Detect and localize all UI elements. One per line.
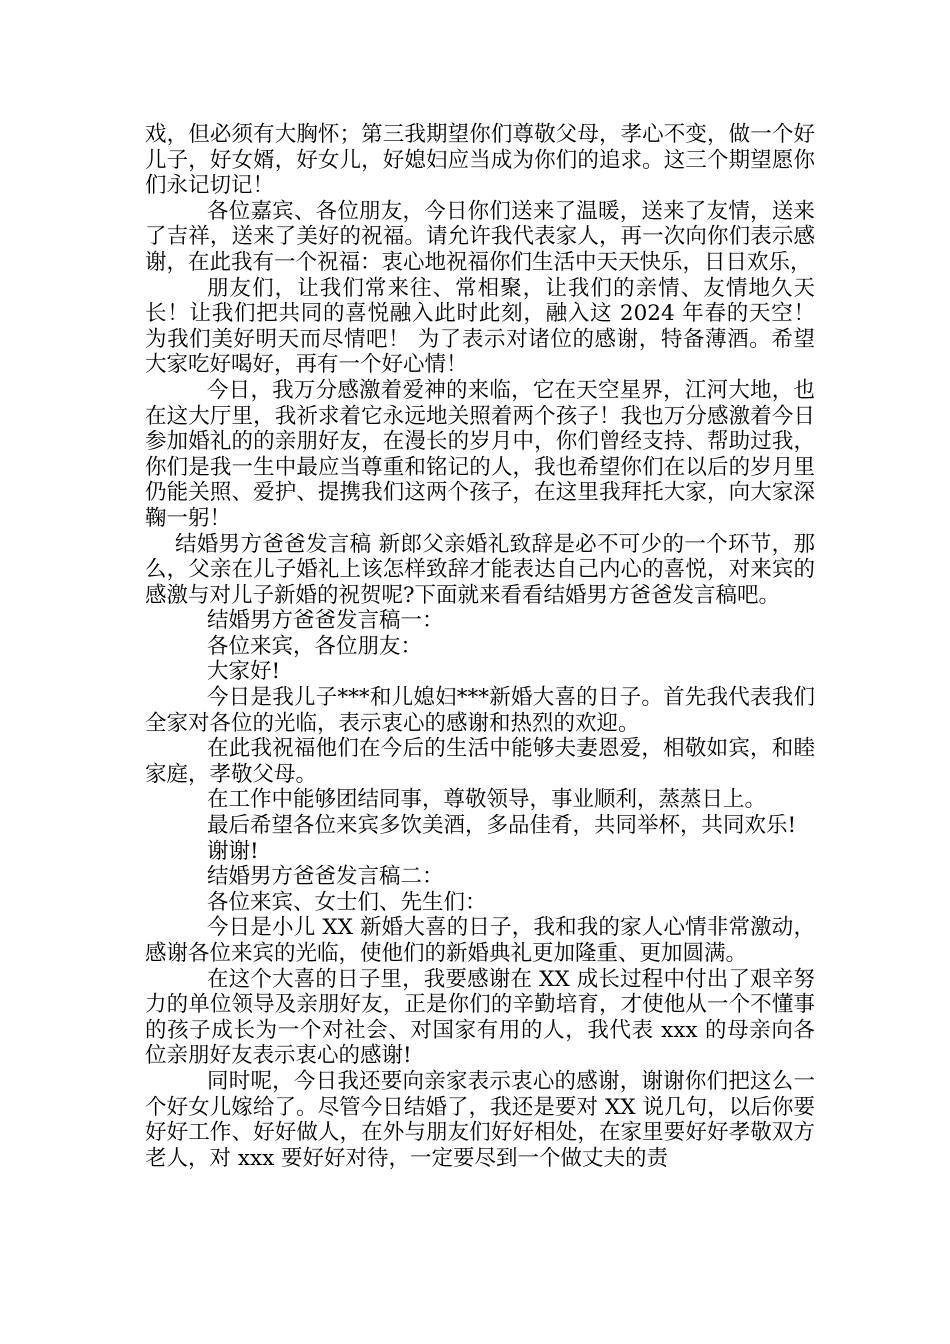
paragraph-toast: 最后希望各位来宾多饮美酒，多品佳肴，共同举杯，共同欢乐! (207, 813, 797, 839)
salutation-two: 各位来宾、女士们、先生们： (207, 889, 487, 915)
paragraph-blessing: 在此我祝福他们在今后的生活中能够夫妻恩爱，相敬如宾，和睦家庭，孝敬父母。 (145, 736, 815, 787)
paragraph-guests-thanks: 各位嘉宾、各位朋友，今日你们送来了温暖，送来了友情，送来了吉祥，送来了美好的祝福。请允许我代表家人，再一次向你们表示感谢，在此我有一个祝福：衷心地祝福你们生活中天天快乐，日日欢乐， (145, 198, 815, 275)
paragraph-continuation: 戏，但必须有大胸怀；第三我期望你们尊敬父母，孝心不变，做一个好儿子，好女婿，好女儿，好媳妇应当成为你们的追求。这三个期望愿你们永记切记！ (145, 122, 815, 199)
document-body (145, 122, 815, 1171)
heading-speech-two: 结婚男方爸爸发言稿二： (207, 864, 444, 890)
paragraph-work: 在工作中能够团结同事，尊敬领导，事业顺利，蒸蒸日上。 (207, 787, 767, 813)
paragraph-gratitude: 今日，我万分感激着爱神的来临，它在天空星界，江河大地，也在这大厅里，我祈求着它永远地关照着两个孩子！我也万分感激着今日参加婚礼的的亲朋好友，在漫长的岁月中，你们曾经支持、帮助过我，你们是我一生中最应当尊重和铭记的人，我也希望你们在以后的岁月里仍能关照、爱护、提携我们这两个孩子，在这里我拜托大家，向大家深鞠一躬！ (145, 377, 815, 531)
thanks-line: 谢谢! (207, 838, 259, 864)
greeting: 大家好! (207, 659, 281, 685)
heading-speech-one: 结婚男方爸爸发言稿一： (207, 608, 444, 634)
paragraph-leaders-thanks: 在这个大喜的日子里，我要感谢在 XX 成长过程中付出了艰辛努力的单位领导及亲朋好友，正是你们的辛勤培育，才使他从一个不懂事的孩子成长为一个对社会、对国家有用的人，我代表 xxx 的母亲向各位亲朋好友表示衷心的感谢! (145, 966, 815, 1069)
paragraph-in-laws-thanks: 同时呢，今日我还要向亲家表示衷心的感谢，谢谢你们把这么一个好女儿嫁给了。尽管今日结婚了，我还是要对 XX 说几句，以后你要好好工作、好好做人，在外与朋友们好好相处，在家里要好好孝敬双方老人，对 xxx 要好好对待，一定要尽到一个做丈夫的责 (145, 1068, 815, 1171)
paragraph-friends: 朋友们，让我们常来往、常相聚，让我们的亲情、友情地久天长！让我们把共同的喜悦融入此时此刻，融入这 2024 年春的天空！为我们美好明天而尽情吧！ 为了表示对诸位的感谢，特备薄酒。希望大家吃好喝好，再有一个好心情！ (145, 275, 815, 378)
salutation: 各位来宾，各位朋友： (207, 633, 423, 659)
paragraph-son-wedding: 今日是小儿 XX 新婚大喜的日子，我和我的家人心情非常激动，感谢各位来宾的光临，使他们的新婚典礼更加隆重、更加圆满。 (145, 915, 815, 966)
paragraph-intro: 结婚男方爸爸发言稿 新郎父亲婚礼致辞是必不可少的一个环节，那么，父亲在儿子婚礼上该怎样致辞才能表达自己内心的喜悦，对来宾的感激与对儿子新婚的祝贺呢?下面就来看看结婚男方爸爸发言稿吧。 (145, 531, 815, 608)
paragraph-wedding-day: 今日是我儿子***和儿媳妇***新婚大喜的日子。首先我代表我们全家对各位的光临，表示衷心的感谢和热烈的欢迎。 (145, 685, 815, 736)
